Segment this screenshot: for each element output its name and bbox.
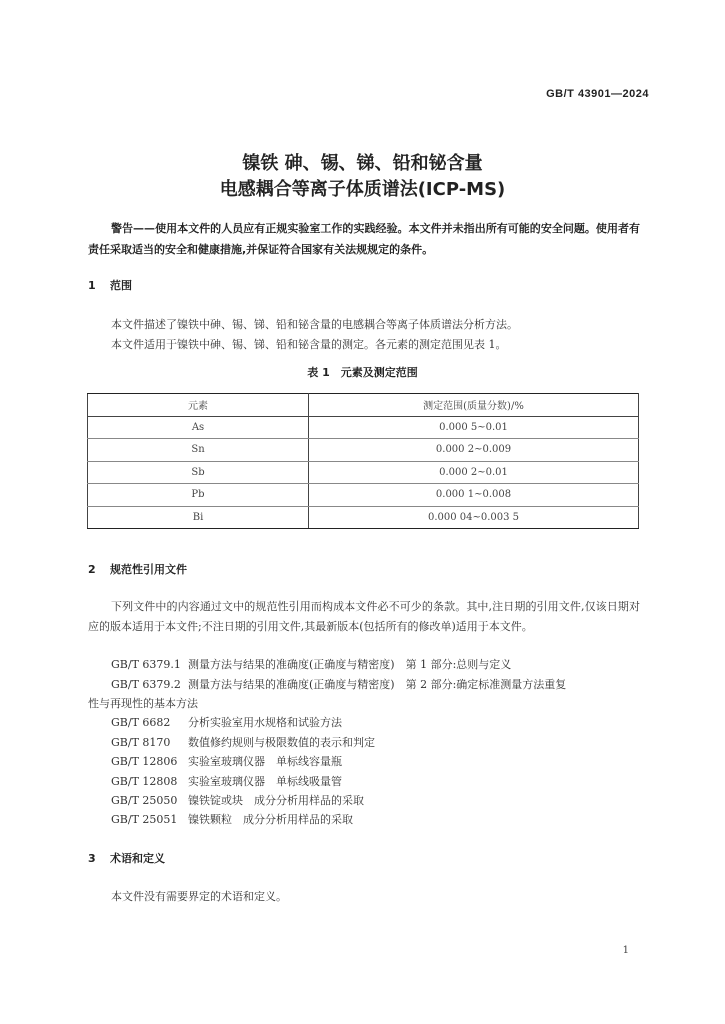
scope-paragraph-1: 本文件描述了镍铁中砷、锡、锑、铅和铋含量的电感耦合等离子体质谱法分析方法。 (111, 318, 518, 331)
warning-paragraph: 警告——使用本文件的人员应有正规实验室工作的实践经验。本文件并未指出所有可能的安全问题。使用者有责任采取适当的安全和健康措施,并保证符合国家有关法规规定的条件。 (88, 222, 640, 256)
reference-item (111, 811, 353, 827)
section-number: 1 (88, 279, 96, 292)
table-cell: Sb (88, 461, 309, 484)
table-cell: Bi (88, 506, 309, 529)
table-header-cell: 测定范围(质量分数)/% (309, 394, 639, 417)
table-caption: 表 1 元素及测定范围 (307, 366, 418, 379)
reference-item (111, 753, 342, 769)
terms-paragraph: 本文件没有需要界定的术语和定义。 (111, 890, 287, 903)
table-row (88, 439, 639, 462)
reference-item-continuation (88, 695, 198, 711)
reference-item (111, 656, 511, 672)
reference-title: 实验室玻璃仪器 单标线吸量管 (188, 775, 342, 788)
reference-code: GB/T 6379.1 (111, 658, 181, 671)
table-row (88, 484, 639, 507)
reference-title: 实验室玻璃仪器 单标线容量瓶 (188, 755, 342, 768)
elements-table (87, 393, 639, 529)
table-cell: 0.000 2~0.009 (309, 439, 639, 462)
table-cell: As (88, 416, 309, 439)
table-header-cell: 元素 (88, 394, 309, 417)
reference-title: 分析实验室用水规格和试验方法 (188, 716, 342, 729)
document-title-line1: 镍铁 砷、锡、锑、铅和铋含量 (242, 153, 483, 174)
reference-title: 测量方法与结果的准确度(正确度与精密度) 第 2 部分:确定标准测量方法重复 (188, 678, 567, 691)
reference-item (111, 792, 364, 808)
table-row (88, 506, 639, 529)
table-cell: 0.000 1~0.008 (309, 484, 639, 507)
scope-paragraph-2: 本文件适用于镍铁中砷、锡、锑、铅和铋含量的测定。各元素的测定范围见表 1。 (111, 338, 507, 351)
document-title-line2: 电感耦合等离子体质谱法(ICP-MS) (219, 179, 506, 200)
page-number: 1 (622, 945, 629, 956)
standard-code: GB/T 43901—2024 (546, 88, 649, 100)
reference-code: GB/T 12806 (111, 755, 178, 768)
section-title: 术语和定义 (110, 852, 165, 865)
reference-code: GB/T 12808 (111, 775, 178, 788)
reference-title: 镍铁颗粒 成分分析用样品的采取 (188, 813, 353, 826)
table-cell: 0.000 2~0.01 (309, 461, 639, 484)
section-number: 2 (88, 563, 96, 576)
table-row (88, 461, 639, 484)
reference-code: GB/T 6682 (111, 716, 171, 729)
table-cell: Sn (88, 439, 309, 462)
reference-item (111, 676, 566, 692)
table-header-row (88, 394, 639, 417)
section-number: 3 (88, 852, 96, 865)
table-row (88, 416, 639, 439)
reference-item (111, 734, 375, 750)
table-cell: Pb (88, 484, 309, 507)
reference-code: GB/T 8170 (111, 736, 171, 749)
section-title: 规范性引用文件 (110, 563, 187, 576)
reference-title: 数值修约规则与极限数值的表示和判定 (188, 736, 375, 749)
reference-code: GB/T 25050 (111, 794, 178, 807)
section-title: 范围 (110, 279, 132, 292)
table-cell: 0.000 5~0.01 (309, 416, 639, 439)
reference-title: 性与再现性的基本方法 (88, 697, 198, 710)
reference-item (111, 714, 342, 730)
normative-references-intro: 下列文件中的内容通过文中的规范性引用而构成本文件必不可少的条款。其中,注日期的引用文件,仅该日期对应的版本适用于本文件;不注日期的引用文件,其最新版本(包括所有的修改单)适用于本文件。 (88, 600, 640, 633)
section-1-heading (88, 277, 132, 293)
reference-code: GB/T 25051 (111, 813, 178, 826)
section-2-heading (88, 561, 187, 577)
table-cell: 0.000 04~0.003 5 (309, 506, 639, 529)
reference-title: 测量方法与结果的准确度(正确度与精密度) 第 1 部分:总则与定义 (188, 658, 512, 671)
reference-title: 镍铁锭或块 成分分析用样品的采取 (188, 794, 364, 807)
reference-code: GB/T 6379.2 (111, 678, 181, 691)
section-3-heading (88, 850, 165, 866)
reference-item (111, 773, 342, 789)
